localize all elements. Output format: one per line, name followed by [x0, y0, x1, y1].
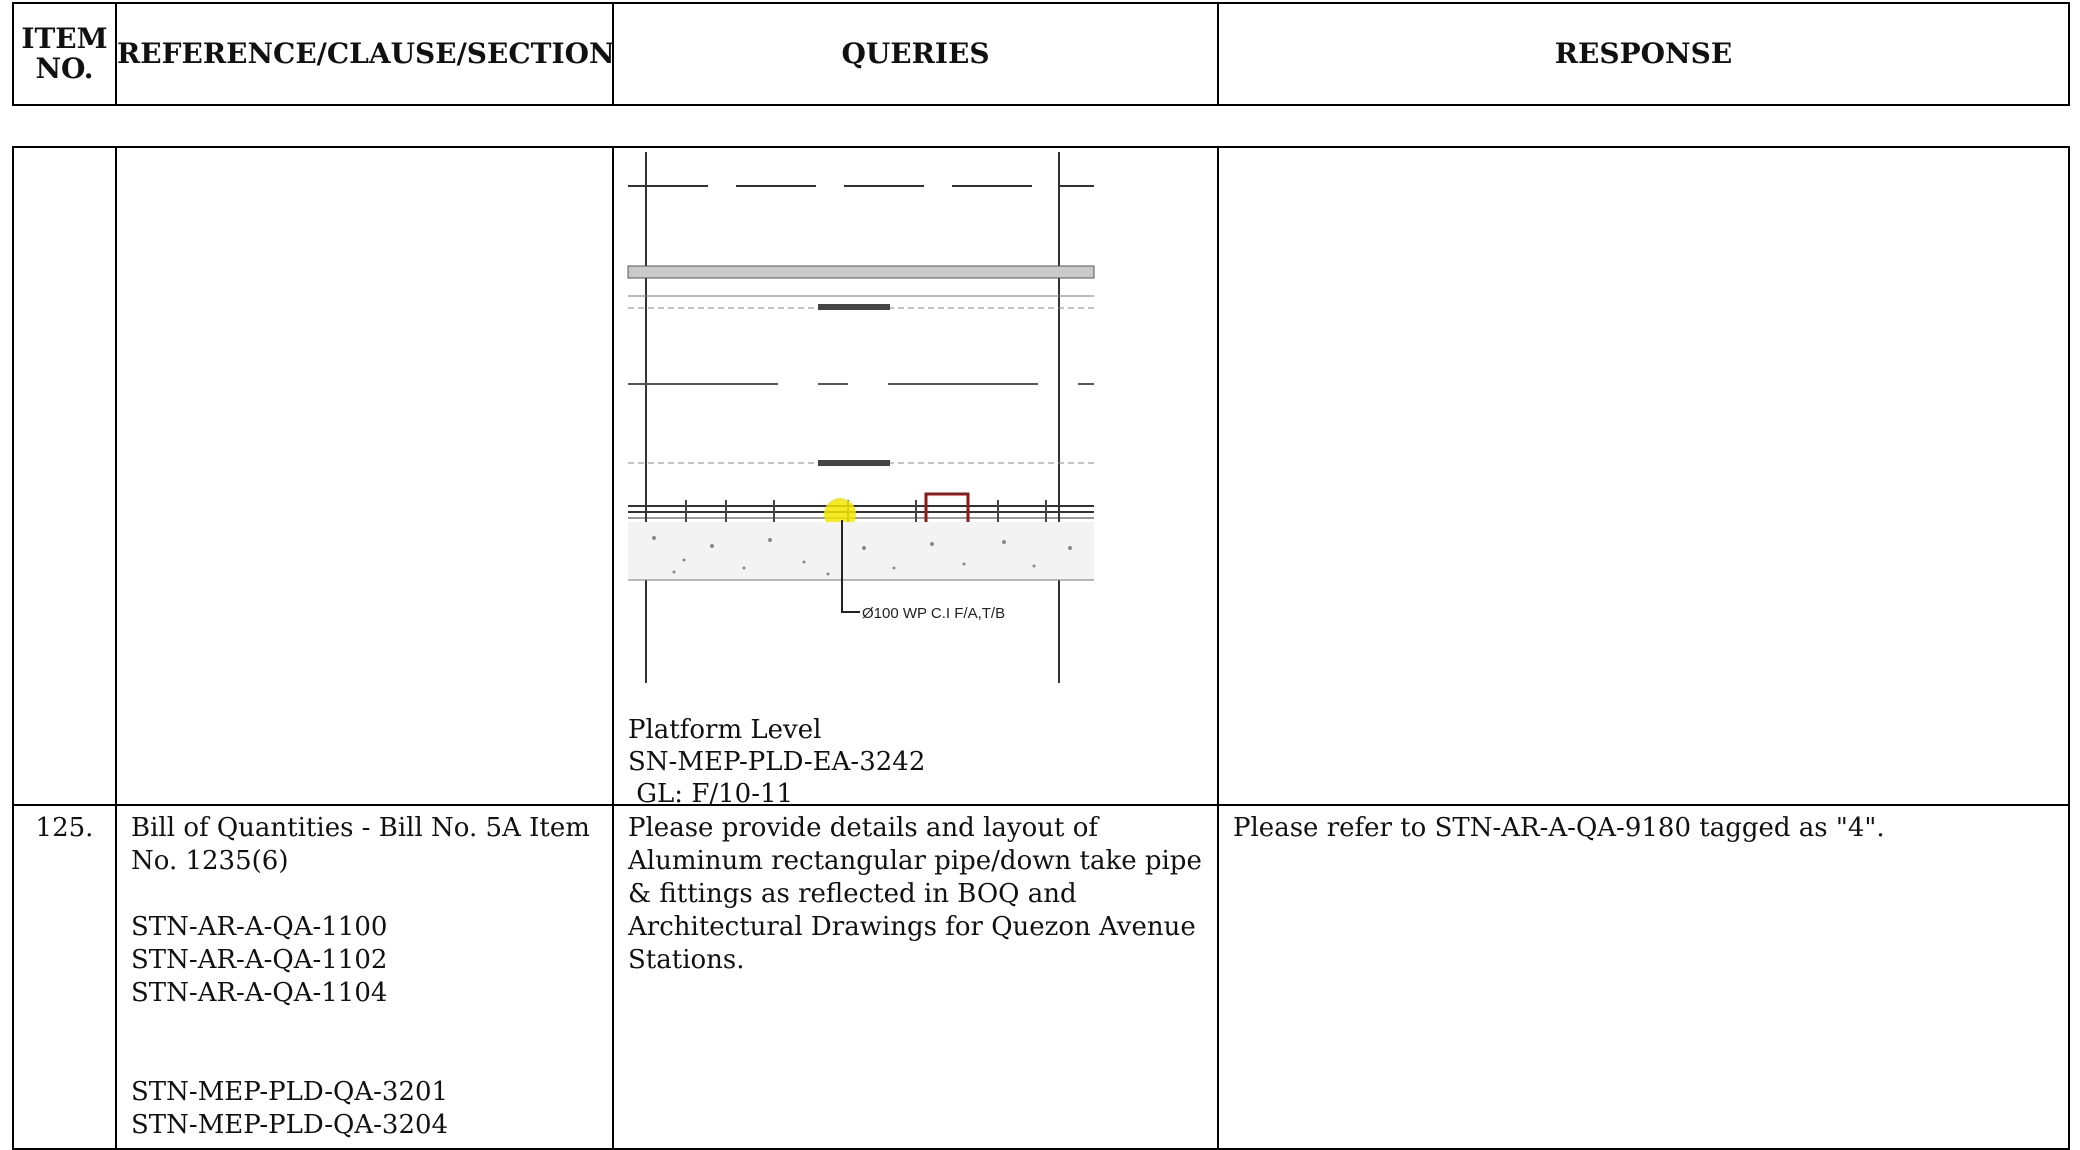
caption-line: GL: F/10-11 [628, 779, 794, 809]
header-item-no: ITEM NO. [13, 3, 116, 105]
header-response: RESPONSE [1218, 3, 2069, 105]
item-no-cell [13, 147, 116, 805]
item-no-cell [13, 805, 116, 1149]
header-reference: REFERENCE/CLAUSE/SECTION [116, 3, 613, 105]
query-text: Please provide details and layout of Aluminum rectangular pipe/down take pipe & fittings as reflected in BOQ and Architectural Drawings for Quezon Avenue Stations. [628, 813, 1202, 975]
header-queries: QUERIES [613, 3, 1218, 105]
response-cell [1218, 805, 2069, 1149]
plumbing-drawing [614, 148, 1214, 708]
item-number: 125. [35, 813, 94, 843]
reference-cell [116, 147, 613, 805]
query-cell [613, 147, 1218, 809]
response-text: Please refer to STN-AR-A-QA-9180 tagged as "4". [1233, 813, 1885, 843]
drawing-caption [628, 714, 925, 810]
query-table [12, 146, 2070, 1150]
caption-line: Platform Level [628, 715, 822, 745]
table-row [13, 147, 2069, 805]
reference-text: Bill of Quantities - Bill No. 5A Item No. 1235(6) STN-AR-A-QA-1100 STN-AR-A-QA-1102 STN-AR-A-QA-1104 STN-MEP-PLD-QA-3201 STN-MEP-PLD-QA-3204 [131, 813, 590, 1140]
drawing-callout: Ø100 WP C.I F/A,T/B [862, 605, 1006, 622]
table-row [13, 805, 2069, 1149]
reference-cell [116, 805, 613, 1149]
header-table [12, 2, 2070, 106]
response-cell [1218, 147, 2069, 805]
caption-line: SN-MEP-PLD-EA-3242 [628, 747, 926, 777]
query-cell [613, 805, 1218, 1149]
